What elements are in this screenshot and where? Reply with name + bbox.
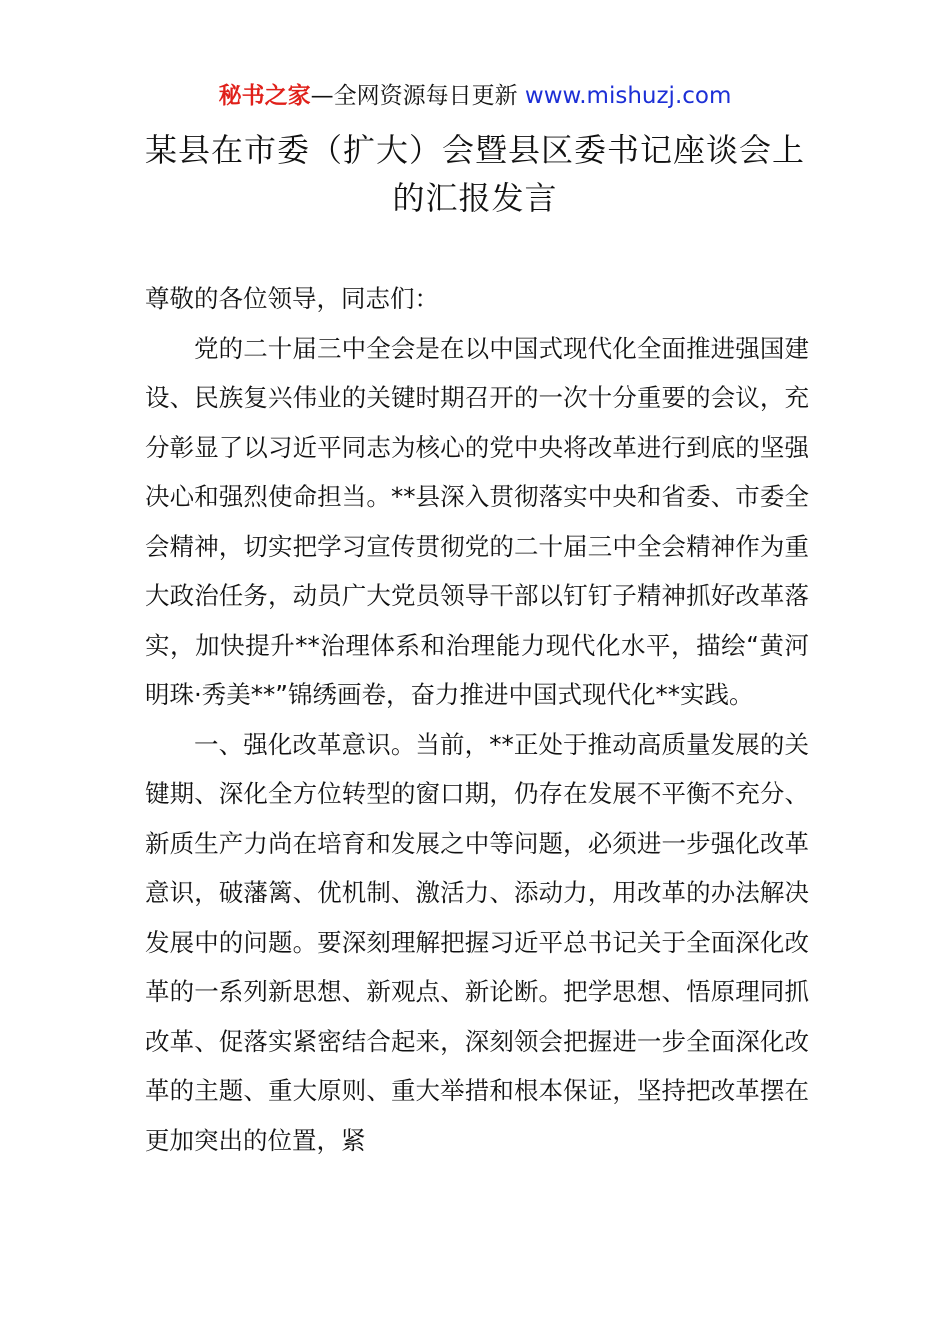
paragraph-section-one: 一、强化改革意识。当前，**正处于推动高质量发展的关键期、深化全方位转型的窗口期，仍存在发展不平衡不充分、新质生产力尚在培育和发展之中等问题，必须进一步强化改革意识，破藩篱、优机制、激活力、添动力，用改革的办法解决发展中的问题。要深刻理解把握习近平总书记关于全面深化改革的一系列新思想、新观点、新论断。把学思想、悟原理同抓改革、促落实紧密结合起来，深刻领会把握进一步全面深化改革的主题、重大原则、重大举措和根本保证，坚持把改革摆在更加突出的位置，紧 (145, 729, 809, 1155)
site-url-link[interactable]: www.mishuzj.com (524, 83, 732, 109)
site-brand: 秘书之家 (218, 83, 311, 109)
document-body (145, 274, 809, 1165)
document-title: 某县在市委（扩大）会暨县区委书记座谈会上的汇报发言 (144, 131, 805, 217)
site-banner (0, 80, 950, 112)
site-tagline: —全网资源每日更新 (310, 83, 525, 109)
salutation: 尊敬的各位领导，同志们： (145, 284, 439, 313)
paragraph-intro: 党的二十届三中全会是在以中国式现代化全面推进强国建设、民族复兴伟业的关键时期召开的一次十分重要的会议，充分彰显了以习近平同志为核心的党中央将改革进行到底的坚强决心和强烈使命担当。**县深入贯彻落实中央和省委、市委全会精神，切实把学习宣传贯彻党的二十届三中全会精神作为重大政治任务，动员广大党员领导干部以钉钉子精神抓好改革落实，加快提升**治理体系和治理能力现代化水平，描绘“黄河明珠·秀美**”锦绣画卷，奋力推进中国式现代化**实践。 (145, 333, 809, 709)
